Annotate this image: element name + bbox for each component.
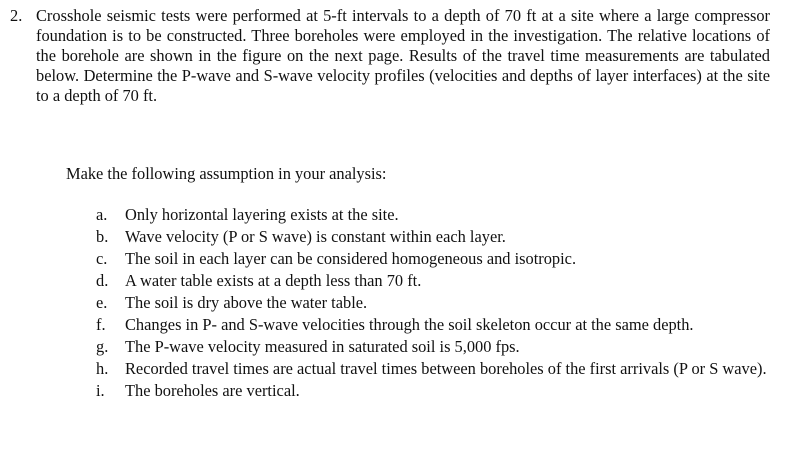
assumption-text: The soil is dry above the water table. [125,293,368,312]
assumption-marker: a. [96,205,108,224]
assumption-marker: d. [96,271,109,290]
assumption-marker: f. [96,315,106,334]
problem-number: 2. [10,6,23,25]
assumption-item [96,205,769,225]
assumption-marker: i. [96,381,105,400]
assumption-item [96,271,769,291]
problem-text: Crosshole seismic tests were performed at 5-ft intervals to a depth of 70 ft at a site where a large compressor foundation is to be constructed. Three boreholes were employed in the investigation. The relative locations of the borehole are shown in the figure on the next page. Results of the travel time measurements are tabulated below. Determine the P-wave and S-wave velocity profiles (velocities and depths of layer interfaces) at the site to a depth of 70 ft. [36,6,770,105]
assumption-item [96,381,769,401]
assumption-marker: c. [96,249,108,268]
assumption-marker: b. [96,227,109,246]
assumption-item [96,315,769,335]
assumption-text: Recorded travel times are actual travel times between boreholes of the first arrivals (P or S wave). [125,359,767,378]
assumption-marker: h. [96,359,109,378]
assumptions-list [96,205,769,403]
assumption-item [96,359,769,379]
assumption-item [96,293,769,313]
assumption-text: The boreholes are vertical. [125,381,300,400]
assumption-text: Only horizontal layering exists at the site. [125,205,399,224]
problem-statement [10,6,770,106]
assumption-marker: e. [96,293,108,312]
assumption-text: Changes in P- and S-wave velocities through the soil skeleton occur at the same depth. [125,315,694,334]
assumption-marker: g. [96,337,109,356]
assumptions-lead-in: Make the following assumption in your analysis: [66,164,387,183]
assumption-item [96,227,769,247]
assumption-text: The soil in each layer can be considered homogeneous and isotropic. [125,249,577,268]
assumption-text: The P-wave velocity measured in saturated soil is 5,000 fps. [125,337,520,356]
assumption-item [96,249,769,269]
assumption-text: A water table exists at a depth less than 70 ft. [125,271,422,290]
assumption-item [96,337,769,357]
assumption-text: Wave velocity (P or S wave) is constant within each layer. [125,227,506,246]
